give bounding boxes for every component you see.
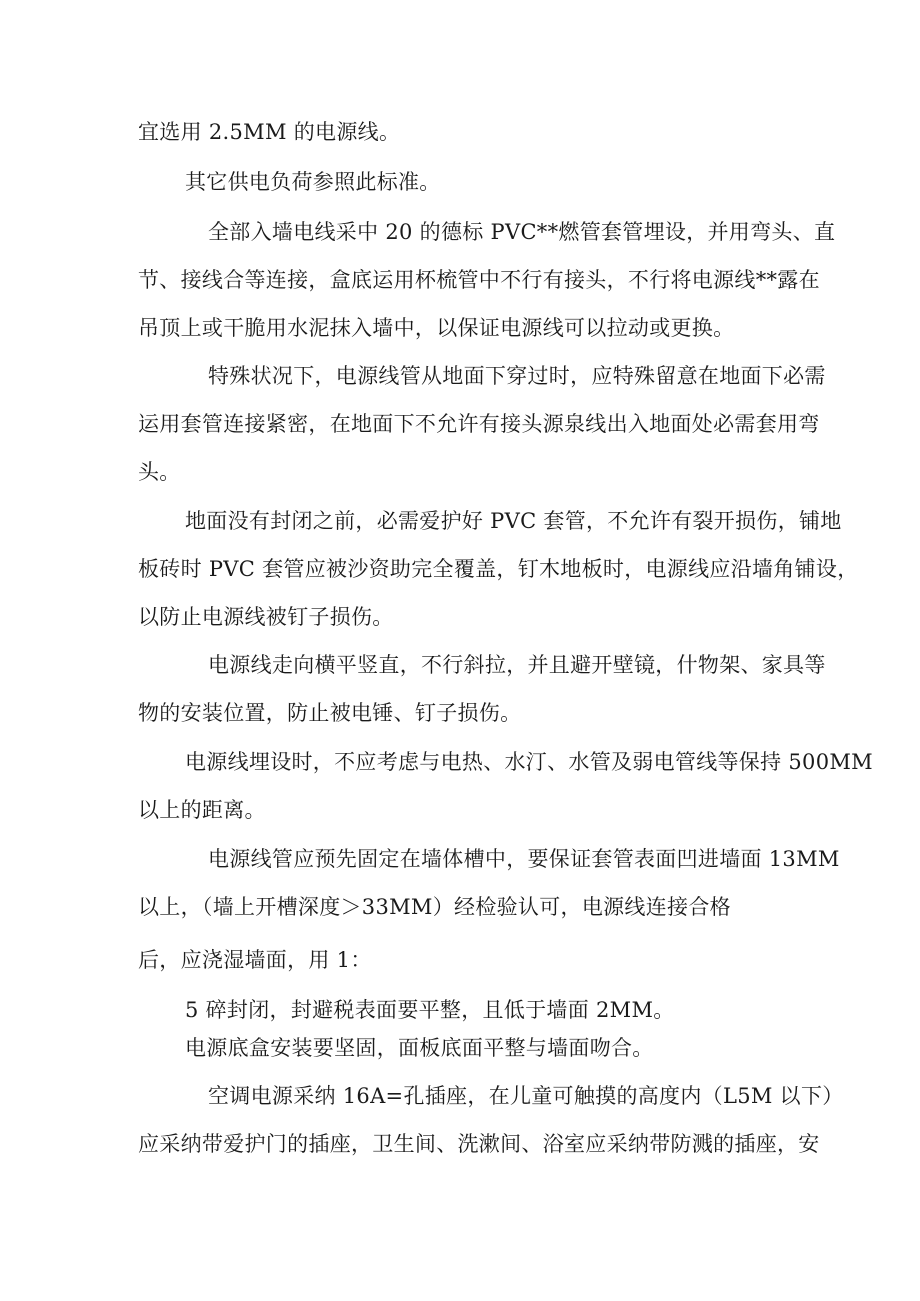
text-line-21: 空调电源采纳 16A=孔插座，在儿童可触摸的高度内（L5M 以下） [208,1084,844,1108]
text-line-5: 吊顶上或干脆用水泥抹入墙中，以保证电源线可以拉动或更换。 [138,316,735,340]
text-line-8: 头。 [138,460,181,484]
text-line-16: 电源线管应预先固定在墙体槽中，要保证套管表面凹进墙面 13MM [208,847,840,871]
text-line-20: 电源底盒安装要坚固，面板底面平整与墙面吻合。 [185,1036,654,1060]
text-line-18: 后，应浇湿墙面，用 1： [138,948,372,972]
text-line-4: 节、接线合等连接，盒底运用杯梳管中不行有接头，不行将电源线**露在 [138,268,820,292]
text-line-10: 板砖时 PVC 套管应被沙资助完全覆盖，钉木地板时，电源线应沿墙角铺设， [138,557,859,581]
text-line-9: 地面没有封闭之前，必需爱护好 PVC 套管，不允许有裂开损伤，铺地 [185,509,842,533]
text-line-3: 全部入墙电线采中 20 的德标 PVC**燃管套管埋设，并用弯头、直 [208,220,836,244]
text-line-22: 应采纳带爱护门的插座，卫生间、洗漱间、浴室应采纳带防溅的插座，安 [138,1132,820,1156]
text-line-7: 运用套管连接紧密，在地面下不允许有接头源泉线出入地面处必需套用弯 [138,412,820,436]
text-line-6: 特殊状况下，电源线管从地面下穿过时，应特殊留意在地面下必需 [208,364,826,388]
text-line-14: 电源线埋设时，不应考虑与电热、水汀、水管及弱电管线等保持 500MM [185,750,873,774]
text-line-15: 以上的距离。 [138,798,266,822]
text-line-11: 以防止电源线被钉子损伤。 [138,605,394,629]
text-line-17: 以上，（墙上开槽深度＞33MM）经检验认可，电源线连接合格 [138,895,731,919]
text-line-13: 物的安装位置，防止被电锤、钉子损伤。 [138,701,522,725]
text-line-19: 5 碎封闭，封避税表面要平整，且低于墙面 2MM。 [185,998,675,1022]
text-line-12: 电源线走向横平竖直，不行斜拉，并且避开壁镜，什物架、家具等 [208,653,826,677]
text-line-1: 宜选用 2.5MM 的电源线。 [138,120,401,144]
text-line-2: 其它供电负荷参照此标准。 [185,170,441,194]
